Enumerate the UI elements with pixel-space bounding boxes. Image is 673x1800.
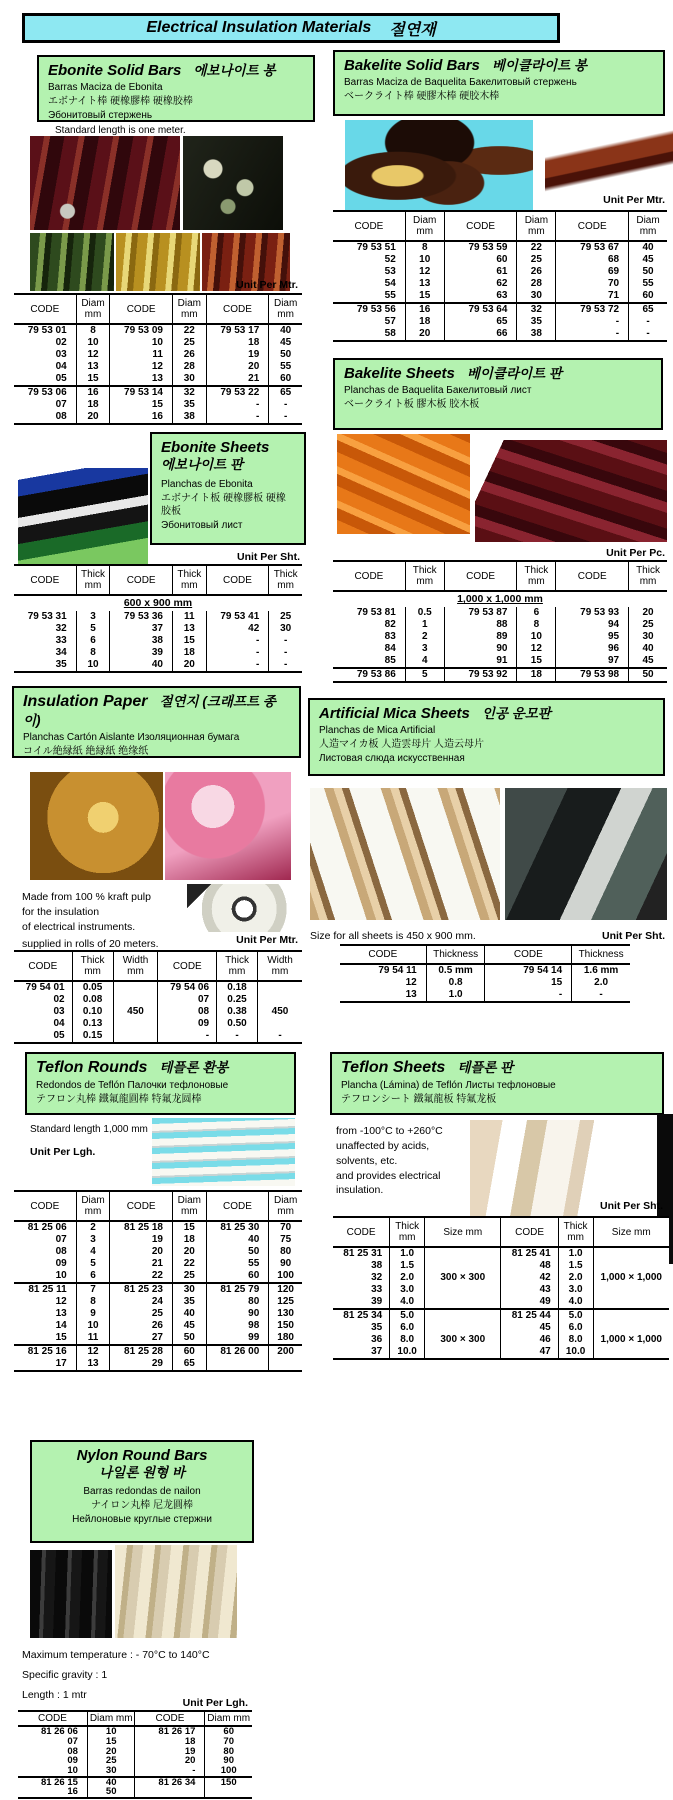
section-title: Insulation Paper — [23, 693, 148, 710]
description-line: for the insulation — [22, 906, 100, 918]
table-row: 09 25 20 90 — [18, 1756, 252, 1766]
section-header-bakelite-solid-bars — [333, 50, 665, 116]
ebonite-rods-photo-dark — [183, 136, 283, 230]
section-title: Artificial Mica Sheets — [319, 705, 470, 722]
description-line: solvents, etc. — [336, 1155, 398, 1167]
column-header: Thick mm — [517, 561, 556, 591]
table-row: 04 0.13 09 0.50 — [14, 1018, 302, 1030]
table-row: 79 53 56 16 79 53 64 32 79 53 72 65 — [333, 303, 667, 316]
table-row: 08 4 20 20 50 80 — [14, 1246, 302, 1258]
section-subtitle-cjk: ベークライト板 膠木板 胶木板 — [344, 399, 480, 411]
section-header-teflon-rounds — [25, 1052, 296, 1115]
nylon-bars-table — [18, 1710, 252, 1799]
section-title: Ebonite Sheets — [161, 439, 270, 456]
column-header: Thick mm — [217, 951, 258, 981]
bakelite-sheets-photo-orange — [337, 434, 470, 534]
section-subtitle-es: Planchas de Ebonita — [161, 478, 253, 490]
description-line: supplied in rolls of 20 meters. — [22, 938, 159, 950]
section-subtitle-ru: Эбонитовый лист — [161, 520, 243, 532]
unit-label: Unit Per Mtr. — [603, 194, 665, 206]
table-row: 58 20 66 38 - - — [333, 328, 667, 341]
column-header: Thick mm — [629, 561, 667, 591]
table-row: 53 12 61 26 69 50 — [333, 266, 667, 278]
section-subtitle-cjk: テフロン丸棒 鐵氟龍圓棒 特氟龙圆棒 — [36, 1094, 202, 1106]
white-paper-roll-photo — [187, 884, 291, 932]
bakelite-sheets-table — [333, 560, 667, 683]
table-row: 79 54 01 0.05 79 54 06 0.18 — [14, 981, 302, 994]
ebonite-sheets-table — [14, 564, 302, 673]
column-header: Diam mm — [205, 1711, 252, 1726]
section-title: Bakelite Solid Bars — [344, 57, 480, 74]
column-header: Diam mm — [76, 294, 110, 324]
section-subtitle-es-ru: Planchas Cartón Aislante Изоляционная бумага — [23, 731, 240, 743]
section-subtitle-ru: Эбонитовый стержень — [48, 110, 153, 122]
column-header: CODE — [158, 951, 217, 981]
section-subtitle-cjk: ナイロン丸棒 尼龙圓棒 — [90, 1499, 194, 1511]
section-title-korean: 나일론 원형 바 — [99, 1464, 185, 1480]
column-header: Width mm — [113, 951, 158, 981]
section-header-artificial-mica-sheets — [308, 698, 665, 776]
section-title: Nylon Round Bars — [76, 1447, 208, 1464]
unit-label: Unit Per Mtr. — [236, 934, 298, 946]
teflon-sheets-table — [333, 1216, 669, 1360]
table-row: 33 3.0 43 3.0 — [333, 1284, 669, 1296]
mica-sheets-photo-light — [310, 788, 500, 920]
unit-label: Unit Per Sht. — [601, 930, 665, 942]
table-row: 07 3 19 18 40 75 — [14, 1234, 302, 1246]
section-title-korean: 테플론 환봉 — [159, 1060, 229, 1075]
column-header: CODE — [135, 1711, 205, 1726]
column-header: Thick mm — [72, 951, 113, 981]
table-row: 02 0.08 07 0.25 — [14, 994, 302, 1006]
column-header: CODE — [38, 1713, 67, 1724]
section-subtitle-es-ru: Plancha (Lámina) de Teflón Листы тефлоновые — [341, 1079, 556, 1091]
table-row: 32 5 37 13 42 30 — [14, 623, 302, 635]
column-header: Diam mm — [269, 1191, 302, 1221]
table-row: 57 18 65 35 - - — [333, 316, 667, 328]
table-row: 32 2.0 300 × 300 42 2.0 1,000 × 1,000 — [333, 1272, 669, 1284]
column-header: CODE — [206, 565, 269, 595]
column-header: Size mm — [425, 1217, 501, 1247]
column-header: CODE — [110, 1191, 173, 1221]
pink-paper-rolls-photo — [165, 772, 291, 880]
table-row: 15 11 27 50 99 180 — [14, 1332, 302, 1345]
table-row: 05 0.15 - - - — [14, 1030, 302, 1043]
column-header: Thick mm — [405, 561, 444, 591]
column-header: CODE — [110, 565, 173, 595]
section-subtitle-cjk: エボナイト棒 硬橡膠棒 硬橡胶棒 — [48, 96, 193, 108]
table-row: 03 12 11 26 19 50 — [14, 349, 302, 361]
column-header: CODE — [556, 211, 629, 241]
insulation-paper-table — [14, 950, 302, 1044]
table-row: 07 15 18 70 — [18, 1737, 252, 1747]
table-row: 14 10 26 45 98 150 — [14, 1320, 302, 1332]
section-title: Bakelite Sheets — [344, 365, 455, 382]
table-row: 34 8 39 18 - - — [14, 647, 302, 659]
column-header: Diam mm — [172, 1191, 206, 1221]
column-header: Width mm — [257, 951, 302, 981]
spec-line-temperature: Maximum temperature : - 70°C to 140°C — [22, 1649, 210, 1661]
ebonite-sheets-photo — [18, 468, 148, 564]
section-title-korean: 베이클라이트 봉 — [491, 58, 587, 73]
ebonite-bars-table — [14, 293, 302, 425]
section-subtitle-ru: Листовая слюда искусственная — [319, 753, 465, 765]
kraft-paper-roll-photo — [30, 772, 163, 880]
section-title-korean: 에보나이트 봉 — [193, 63, 276, 78]
ebonite-rods-photo-yellow — [116, 233, 200, 291]
size-subheader: 600 x 900 mm — [123, 597, 193, 610]
column-header: CODE — [444, 211, 517, 241]
column-header: Diam mm — [172, 294, 206, 324]
description-line: unaffected by acids, — [336, 1140, 430, 1152]
section-header-ebonite-solid-bars — [37, 55, 315, 122]
section-title-korean: 에보나이트 판 — [161, 456, 243, 472]
table-row: 13 9 25 40 90 130 — [14, 1308, 302, 1320]
table-row: 54 13 62 28 70 55 — [333, 278, 667, 290]
table-row: 17 13 29 65 — [14, 1358, 302, 1371]
table-row: 81 25 34 5.0 81 25 44 5.0 — [333, 1309, 669, 1322]
table-row: 03 0.10 450 08 0.38 450 — [14, 1006, 302, 1018]
description-line: Made from 100 % kraft pulp — [22, 891, 151, 903]
section-header-insulation-paper — [12, 686, 301, 758]
section-title-korean: 베이클라이트 판 — [466, 366, 562, 381]
table-row: 79 53 06 16 79 53 14 32 79 53 22 65 — [14, 386, 302, 399]
column-header: CODE — [28, 960, 58, 972]
column-header: Size mm — [593, 1217, 669, 1247]
table-row: 02 10 10 25 18 45 — [14, 337, 302, 349]
column-header: Diam mm — [269, 294, 302, 324]
table-row: 85 4 91 15 97 45 — [333, 655, 667, 668]
section-subtitle-cjk: テフロンシート 鐵氟龍板 特氟龙板 — [341, 1094, 497, 1106]
bakelite-rods-photo — [345, 120, 533, 210]
table-row: 38 1.5 48 1.5 — [333, 1260, 669, 1272]
column-header: Thick mm — [76, 565, 110, 595]
column-header: Thick mm — [172, 565, 206, 595]
description-line: and provides electrical insulation. — [336, 1170, 441, 1197]
table-row: 79 53 86 5 79 53 92 18 79 53 98 50 — [333, 668, 667, 682]
column-header: CODE — [354, 570, 384, 582]
column-header: CODE — [346, 1226, 376, 1238]
description-line: from -100°C to +260°C — [336, 1125, 443, 1137]
column-header: CODE — [368, 949, 398, 960]
table-row: 35 10 40 20 - - — [14, 659, 302, 672]
page-title-korean: 절연재 — [389, 21, 436, 39]
teflon-rods-photo — [152, 1118, 295, 1186]
section-title-korean: 절연지 (크래프트 종이) — [23, 694, 276, 728]
section-header-ebonite-sheets — [150, 432, 306, 545]
table-row: 37 10.0 47 10.0 — [333, 1346, 669, 1359]
column-header: CODE — [30, 574, 60, 586]
unit-label: Unit Per Pc. — [606, 547, 665, 559]
section-header-teflon-sheets — [330, 1052, 664, 1115]
table-row: 39 4.0 49 4.0 — [333, 1296, 669, 1309]
section-title: Ebonite Solid Bars — [48, 62, 182, 79]
column-header: Thick mm — [558, 1217, 593, 1247]
table-row: 12 0.8 15 2.0 — [340, 977, 630, 989]
ebonite-rods-photo-maroon — [30, 136, 180, 230]
section-subtitle-es: Barras redondas de nailon — [83, 1485, 201, 1497]
table-row: 13 1.0 - - — [340, 989, 630, 1002]
table-row: 81 26 06 10 81 26 17 60 — [18, 1726, 252, 1737]
table-row: 16 50 — [18, 1787, 252, 1798]
column-header: Diam mm — [87, 1711, 135, 1726]
description-line: of electrical instruments. — [22, 921, 136, 933]
size-subheader: 1,000 x 1,000 mm — [457, 593, 543, 606]
table-row: 08 20 19 80 — [18, 1747, 252, 1757]
mica-sheets-photo-dark — [505, 788, 667, 920]
section-header-nylon-round-bars — [30, 1440, 254, 1543]
table-row: 52 10 60 25 68 45 — [333, 254, 667, 266]
standard-length-note: Standard length is one meter. — [55, 125, 186, 136]
section-title: Teflon Rounds — [36, 1059, 148, 1076]
table-row: 82 1 88 8 94 25 — [333, 619, 667, 631]
column-header: CODE — [30, 303, 60, 315]
section-subtitle-es: Planchas de Mica Artificial — [319, 725, 436, 736]
section-subtitle-cjk: コイル絶縁紙 絶縁紙 绝缘纸 — [23, 746, 149, 758]
bakelite-bars-table — [333, 210, 667, 342]
table-row: 33 6 38 15 - - — [14, 635, 302, 647]
table-row: 05 15 13 30 21 60 — [14, 373, 302, 386]
table-row: 81 25 06 2 81 25 18 15 81 25 30 70 — [14, 1221, 302, 1234]
table-row: 35 6.0 45 6.0 — [333, 1322, 669, 1334]
table-row: 83 2 89 10 95 30 — [333, 631, 667, 643]
mica-sheets-table — [340, 944, 630, 1003]
section-subtitle-cjk: エボナイト板 硬橡膠板 硬橡胶板 — [161, 492, 286, 517]
column-header: CODE — [30, 1200, 60, 1212]
section-subtitle-es: Barras Maciza de Ebonita — [48, 82, 163, 93]
column-header: Thick mm — [390, 1217, 425, 1247]
section-title-korean: 테플론 판 — [457, 1060, 514, 1075]
column-header: Diam mm — [76, 1191, 110, 1221]
table-row: 84 3 90 12 96 40 — [333, 643, 667, 655]
table-row: 10 30 - 100 — [18, 1766, 252, 1777]
section-subtitle-es-ru: Planchas de Baquelita Бакелитовый лист — [344, 385, 532, 396]
table-row: 08 20 16 38 - - — [14, 411, 302, 424]
unit-label: Unit Per Lgh. — [182, 1697, 248, 1709]
unit-label: Unit Per Sht. — [236, 551, 300, 563]
teflon-rounds-table — [14, 1190, 302, 1372]
unit-label: Unit Per Lgh. — [30, 1146, 96, 1158]
column-header: Diam mm — [517, 211, 556, 241]
table-row: 79 53 81 0.5 79 53 87 6 79 53 93 20 — [333, 607, 667, 619]
ebonite-rods-photo-green — [30, 233, 114, 291]
table-row: 55 15 63 30 71 60 — [333, 290, 667, 303]
nylon-rods-photo-cream — [115, 1545, 237, 1638]
spec-line-length: Length : 1 mtr — [22, 1689, 87, 1701]
spec-line-gravity: Specific gravity : 1 — [22, 1669, 108, 1681]
table-row: 81 25 16 12 81 25 28 60 81 26 00 200 — [14, 1345, 302, 1358]
standard-length-note: Standard length 1,000 mm — [30, 1124, 148, 1135]
section-title: Teflon Sheets — [341, 1059, 446, 1076]
size-note: Size for all sheets is 450 x 900 mm. — [310, 930, 476, 942]
unit-label: Unit Per Mtr. — [236, 279, 298, 291]
table-row: 79 54 11 0.5 mm 79 54 14 1.6 mm — [340, 964, 630, 977]
section-subtitle-cjk: ベークライト棒 硬膠木棒 硬胶木棒 — [344, 91, 500, 103]
column-header: CODE — [206, 294, 269, 324]
section-title-korean: 인공 운모판 — [481, 706, 551, 721]
column-header: Thick mm — [269, 565, 302, 595]
column-header: Thickness — [426, 945, 485, 964]
column-header: CODE — [354, 220, 384, 232]
table-row: 81 25 11 7 81 25 23 30 81 25 79 120 — [14, 1283, 302, 1296]
table-row: 10 6 22 25 60 100 — [14, 1270, 302, 1283]
nylon-rods-photo-black — [30, 1550, 112, 1638]
page-title: Electrical Insulation Materials — [146, 19, 372, 36]
page-title-banner — [22, 13, 560, 43]
unit-label: Unit Per Sht. — [599, 1200, 663, 1212]
section-subtitle-es-ru: Barras Maciza de Baquelita Бакелитовый стержень — [344, 77, 577, 88]
table-row: 79 53 51 8 79 53 59 22 79 53 67 40 — [333, 241, 667, 254]
bakelite-rod-photo — [545, 118, 673, 206]
column-header: CODE — [501, 1217, 558, 1247]
table-row: 79 53 31 3 79 53 36 11 79 53 41 25 — [14, 611, 302, 623]
section-subtitle-ru: Нейлоновые круглые стержни — [72, 1513, 212, 1525]
column-header: CODE — [444, 561, 517, 591]
table-row: 09 5 21 22 55 90 — [14, 1258, 302, 1270]
column-header: Diam mm — [629, 211, 667, 241]
section-header-bakelite-sheets — [333, 358, 663, 430]
column-header: CODE — [206, 1191, 269, 1221]
table-row: 36 8.0 300 × 300 46 8.0 1,000 × 1,000 — [333, 1334, 669, 1346]
column-header: Thickness — [572, 945, 630, 964]
table-row: 79 53 01 8 79 53 09 22 79 53 17 40 — [14, 324, 302, 337]
table-row: 12 8 24 35 80 125 — [14, 1296, 302, 1308]
column-header: Diam mm — [405, 211, 444, 241]
bakelite-sheets-photo-maroon — [475, 440, 667, 542]
table-row: 07 18 15 35 - - — [14, 399, 302, 411]
column-header: CODE — [556, 561, 629, 591]
table-row: 81 25 31 1.0 81 25 41 1.0 — [333, 1247, 669, 1260]
table-row: 81 26 15 40 81 26 34 150 — [18, 1777, 252, 1788]
column-header: CODE — [110, 294, 173, 324]
section-subtitle-es-ru: Redondos de Teflón Палочки тефлоновые — [36, 1079, 229, 1091]
section-subtitle-cjk: 人造マイカ板 人造雲母片 人造云母片 — [319, 739, 485, 751]
table-row: 04 13 12 28 20 55 — [14, 361, 302, 373]
column-header: CODE — [485, 945, 572, 964]
